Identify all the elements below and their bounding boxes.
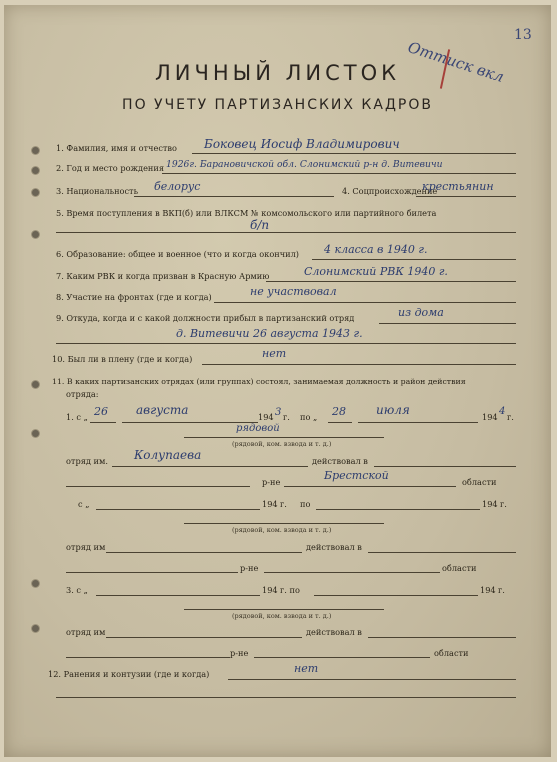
row-1-rayon-line	[66, 486, 250, 487]
field-8-line	[214, 302, 516, 303]
row-1-g2: г.	[507, 412, 514, 422]
field-6-line	[312, 259, 516, 260]
field-10-value: нет	[262, 347, 287, 360]
row-1-position-line	[184, 437, 384, 438]
row-3-otryad-line	[106, 637, 302, 638]
row-1-month: августа	[136, 403, 189, 417]
row-3-position-caption: (рядовой, ком. взвода и т. д.)	[232, 612, 332, 620]
field-9-line-1	[379, 323, 516, 324]
field-3-line	[134, 196, 334, 197]
field-2-line	[162, 173, 516, 174]
field-9-line-2	[56, 343, 516, 344]
field-5-label: 5. Время поступления в ВКП(б) или ВЛКСМ № комсомольского или партийного билета	[56, 208, 437, 218]
row-2-otryad-label: отряд им	[66, 542, 106, 552]
row-2-oblast-line	[264, 572, 440, 573]
row-1-day: 26	[94, 405, 108, 418]
field-1-value: Боковец Иосиф Владимирович	[204, 137, 400, 151]
row-1-oblast-line	[284, 486, 456, 487]
row-2-rne: р-не	[240, 563, 259, 573]
row-2-to: по	[300, 499, 311, 509]
field-12-label: 12. Ранения и контузии (где и когда)	[48, 669, 210, 679]
field-4-line	[416, 196, 516, 197]
row-2-otryad-line	[106, 552, 302, 553]
field-7-value: Слонимский РВК 1940 г.	[304, 265, 448, 278]
row-3-otryad-label: отряд им	[66, 627, 106, 637]
field-3-label: 3. Национальность	[56, 186, 139, 196]
field-12-line	[228, 679, 516, 680]
punch-hole	[32, 147, 39, 154]
field-10-line	[202, 364, 516, 365]
row-3-oblasti: области	[434, 648, 469, 658]
field-3-value: белорус	[154, 180, 201, 193]
corner-note: Оттиск вкл	[405, 38, 507, 86]
personal-record-sheet	[4, 5, 551, 757]
row-1-day2-line	[328, 422, 352, 423]
row-2-date-line	[96, 509, 260, 510]
field-7-label: 7. Каким РВК и когда призван в Красную Армию	[56, 271, 270, 281]
row-2-from-prefix: с „	[78, 499, 90, 509]
field-5-value: б/п	[250, 218, 270, 232]
row-1-day-line	[90, 422, 116, 423]
row-3-date2-line	[314, 595, 478, 596]
row-1-day2: 28	[332, 405, 346, 418]
row-2-year-b: 194	[482, 499, 498, 509]
row-3-position-line	[184, 609, 384, 610]
row-2-year: 194	[262, 499, 278, 509]
row-2-g: г.	[280, 499, 287, 509]
field-12-line-2	[56, 697, 516, 698]
row-1-position: рядовой	[236, 423, 280, 434]
field-10-label: 10. Был ли в плену (где и когда)	[52, 354, 193, 364]
row-3-deistvoval-line	[368, 637, 516, 638]
punch-hole	[32, 580, 39, 587]
punch-hole	[32, 167, 39, 174]
field-1-line	[192, 153, 516, 154]
page-title: ЛИЧНЫЙ ЛИСТОК	[154, 61, 401, 85]
row-2-g2: г.	[500, 499, 507, 509]
row-1-year: 194	[258, 412, 274, 422]
field-8-label: 8. Участие на фронтах (где и когда)	[56, 292, 212, 302]
row-3-g2: г.	[498, 585, 505, 595]
field-5-line	[56, 232, 516, 233]
field-4-label: 4. Соцпроисхождение	[342, 186, 438, 196]
row-3-oblast-line	[254, 657, 430, 658]
field-6-label: 6. Образование: общее и военное (что и когда окончил)	[56, 249, 299, 259]
field-11-label-cont: отряда:	[66, 389, 99, 399]
row-1-to: по „	[300, 412, 318, 422]
field-2-value: 1926г. Барановичской обл. Слонимский р-н д. Витевичи	[166, 159, 443, 170]
row-3-year: 194	[262, 585, 278, 595]
punch-hole	[32, 625, 39, 632]
field-2-label: 2. Год и место рождения	[56, 163, 164, 173]
field-4-value: крестьянин	[422, 180, 494, 193]
row-2-position-caption: (рядовой, ком. взвода и т. д.)	[232, 526, 332, 534]
row-1-deistvoval-line	[374, 466, 516, 467]
punch-hole	[32, 189, 39, 196]
field-11-label: 11. В каких партизанских отрядах (или группах) состоял, занимаемая должность и район действия	[52, 377, 466, 386]
punch-hole	[32, 430, 39, 437]
row-2-position-line	[184, 523, 384, 524]
row-1-otryad-line	[112, 466, 308, 467]
row-1-year-b: 194	[482, 412, 498, 422]
field-6-value: 4 класса в 1940 г.	[324, 243, 428, 256]
field-9-value-1: из дома	[398, 306, 444, 319]
field-8-value: не участвовал	[250, 285, 337, 298]
row-1-oblasti: области	[462, 477, 497, 487]
field-1-label: 1. Фамилия, имя и отчество	[56, 143, 177, 153]
row-3-rne: р-не	[230, 648, 249, 658]
row-3-rayon-line	[66, 657, 230, 658]
row-2-deistvoval: действовал в	[306, 542, 362, 552]
row-3-deistvoval: действовал в	[306, 627, 362, 637]
row-3-year-b: 194	[480, 585, 496, 595]
row-3-from-prefix: 3. с „	[66, 585, 88, 595]
row-3-date-line	[96, 595, 260, 596]
row-2-deistvoval-line	[368, 552, 516, 553]
row-3-g-to: г. по	[280, 585, 300, 595]
row-1-rayon-value: Брестской	[324, 469, 389, 482]
page-subtitle: ПО УЧЕТУ ПАРТИЗАНСКИХ КАДРОВ	[122, 97, 433, 113]
row-1-deistvoval: действовал в	[312, 456, 368, 466]
field-9-label: 9. Откуда, когда и с какой должности прибыл в партизанский отряд	[56, 313, 355, 323]
field-7-line	[266, 281, 516, 282]
row-1-otryad-label: отряд им.	[66, 456, 108, 466]
row-1-month2-line	[358, 422, 478, 423]
row-1-position-caption: (рядовой, ком. взвода и т. д.)	[232, 440, 332, 448]
row-1-from-prefix: 1. с „	[66, 412, 88, 422]
row-1-rne: р-не	[262, 477, 281, 487]
field-9-value-2: д. Витевичи 26 августа 1943 г.	[176, 327, 363, 340]
punch-hole	[32, 231, 39, 238]
punch-hole	[32, 381, 39, 388]
row-1-year-digit: 3	[275, 407, 282, 418]
row-1-month2: июля	[376, 403, 410, 417]
row-2-rayon-line	[66, 572, 238, 573]
page-number: 13	[514, 27, 532, 43]
row-2-oblasti: области	[442, 563, 477, 573]
field-12-value: нет	[294, 662, 319, 675]
row-1-year-b-digit: 4	[499, 406, 506, 417]
row-1-otryad-value: Колупаева	[134, 448, 202, 462]
row-2-date2-line	[316, 509, 480, 510]
row-1-g: г.	[283, 412, 290, 422]
